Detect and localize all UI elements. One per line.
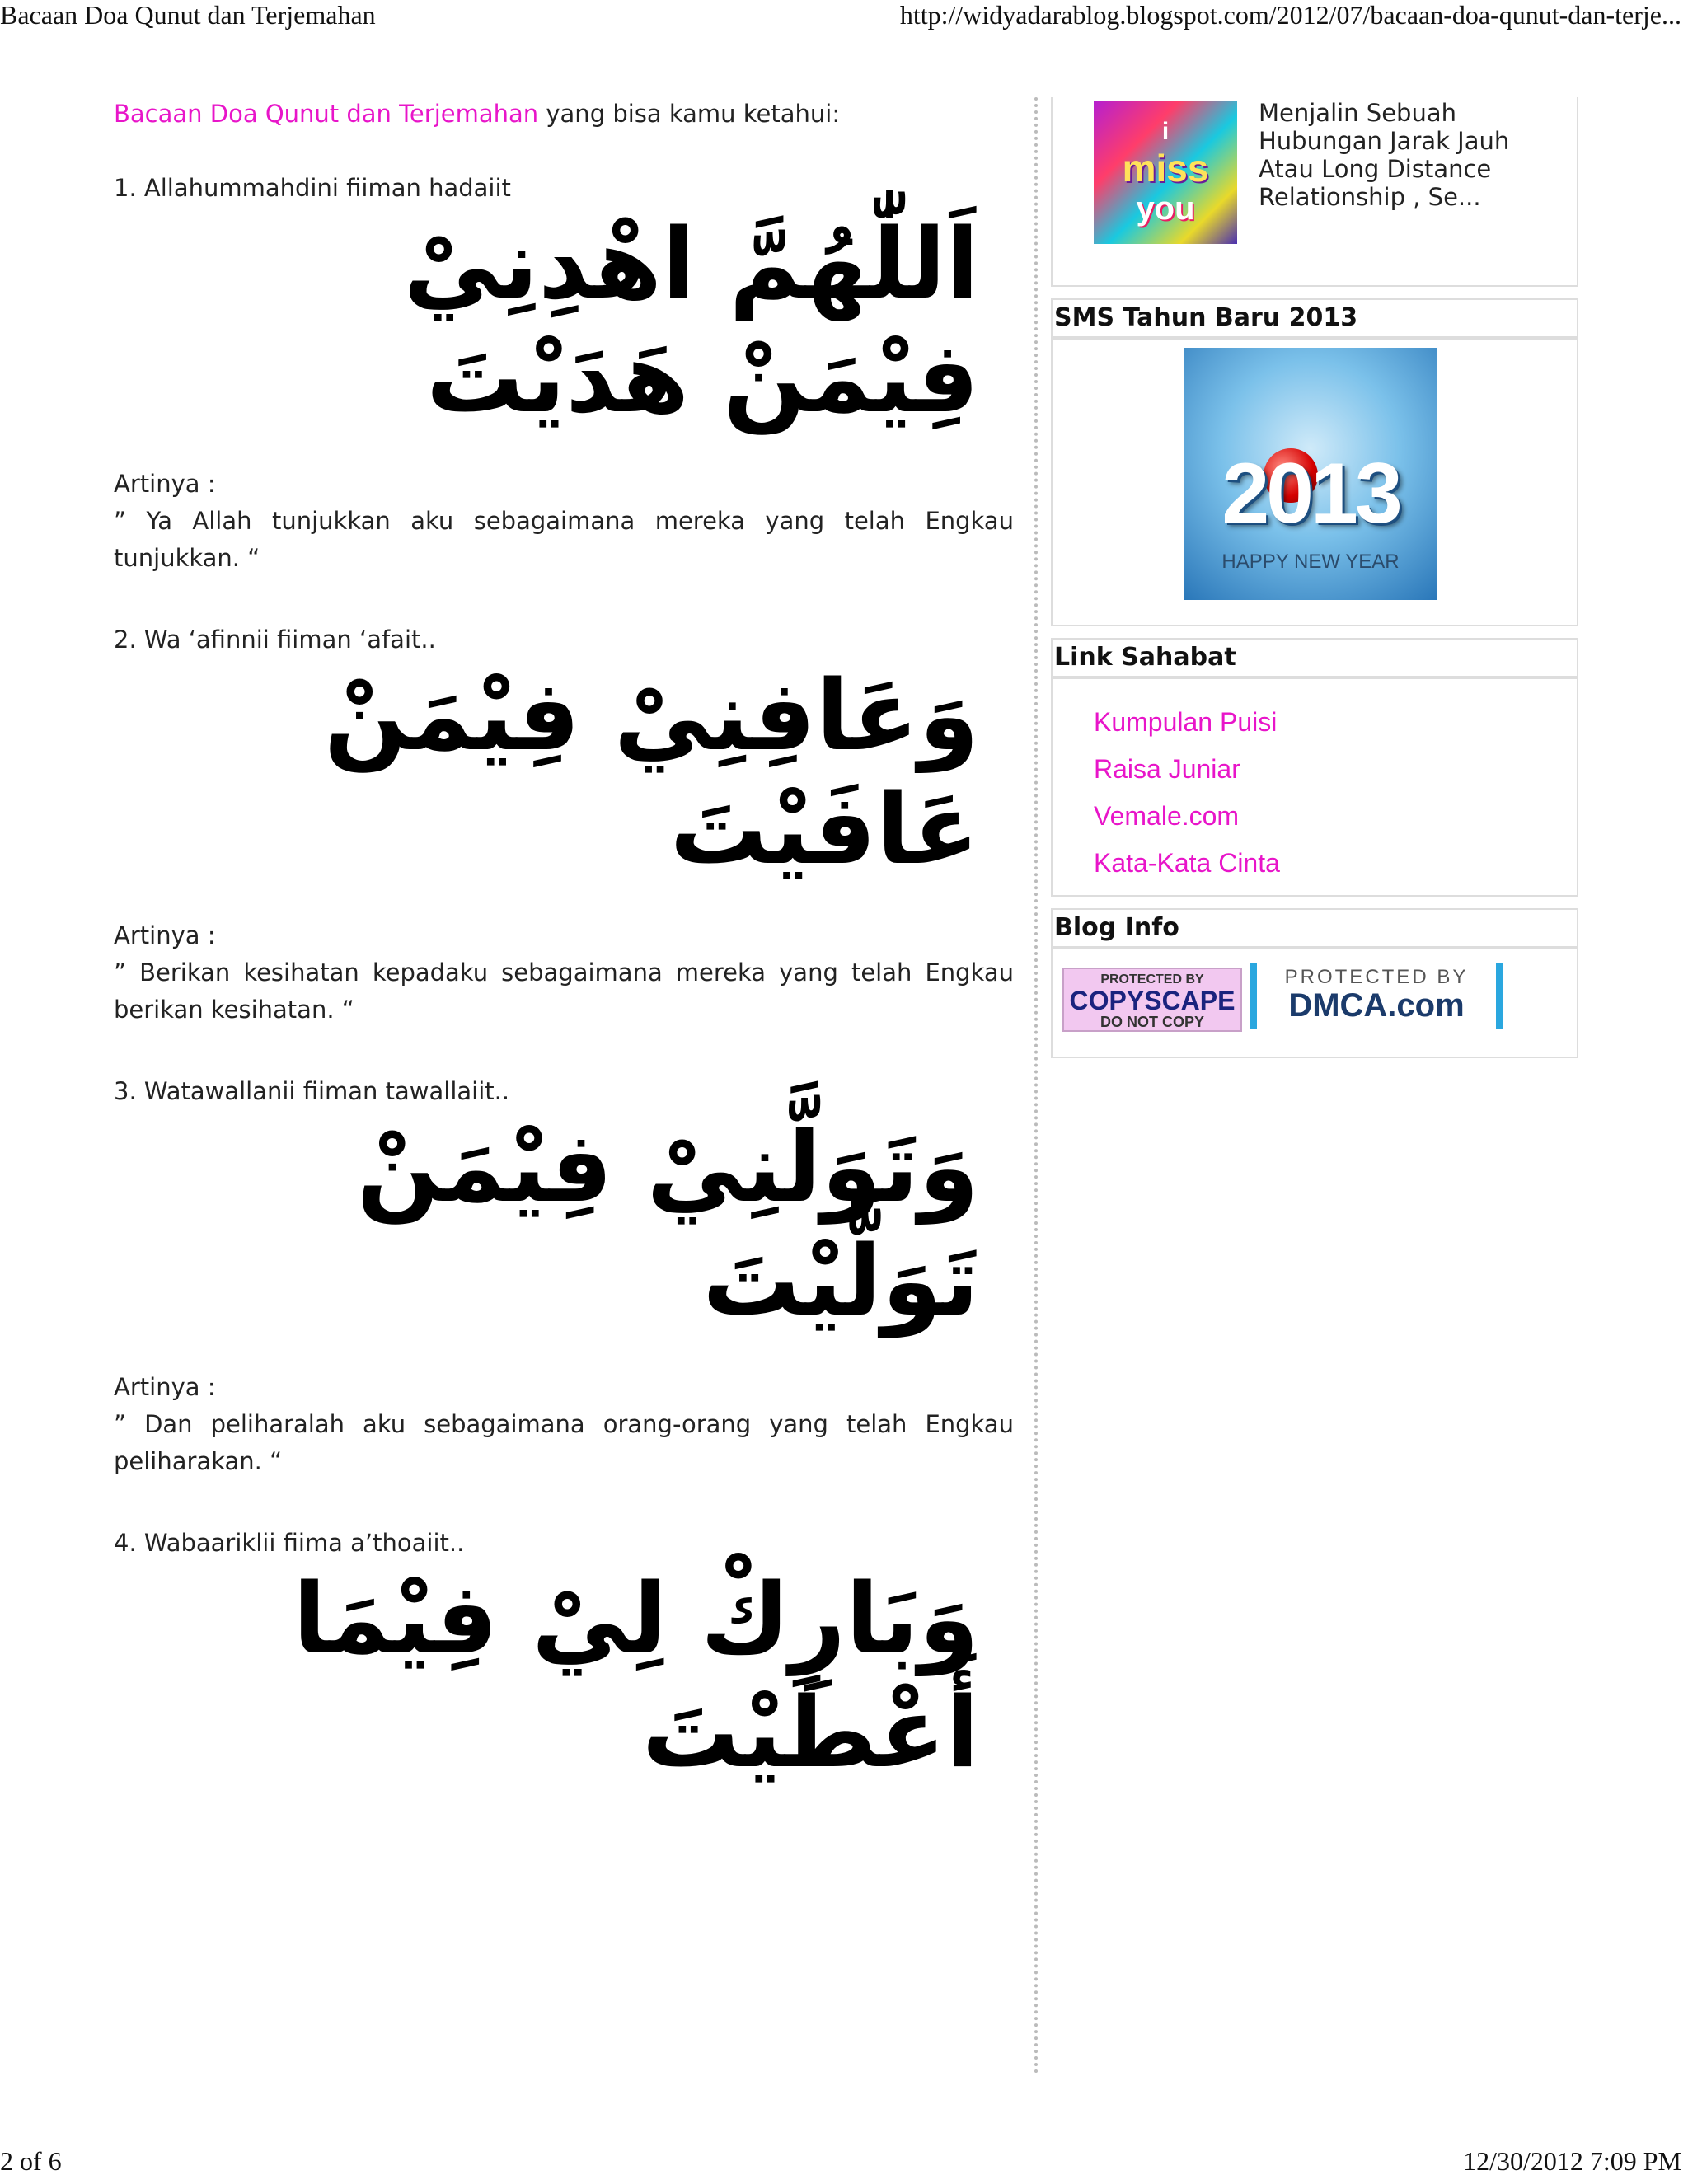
- column-divider: [1034, 97, 1038, 2075]
- new-year-image[interactable]: [1184, 348, 1437, 600]
- doa-meaning-2: ” Berikan kesihatan kepadaku sebagaimana mereka yang telah Engkau berikan kesihatan. “: [114, 958, 1014, 1024]
- print-page-url: http://widyadarablog.blogspot.com/2012/07/bacaan-doa-qunut-dan-terje...: [899, 0, 1681, 30]
- link-kata-kata-cinta[interactable]: Kata-Kata Cinta: [1094, 848, 1280, 878]
- artinya-label-1: Artinya :: [114, 470, 216, 498]
- popular-post-thumbnail[interactable]: [1094, 101, 1237, 244]
- links-widget: [1051, 638, 1578, 897]
- print-page-title: Bacaan Doa Qunut dan Terjemahan: [0, 0, 376, 30]
- dmca-badge-top: PROTECTED BY: [1284, 966, 1469, 988]
- artinya-label-3: Artinya :: [114, 1373, 216, 1401]
- copyscape-badge-brand: COPYSCAPE: [1069, 986, 1236, 1015]
- thumb-text-miss: miss: [1122, 146, 1209, 190]
- thumb-text-i: i: [1161, 117, 1170, 145]
- doa-item-heading-2: 2. Wa ‘afinnii fiiman ‘afait..: [114, 626, 436, 654]
- doa-item-heading-4: 4. Wabaariklii fiima a’thoaiit..: [114, 1529, 465, 1557]
- arabic-image-3: وَتَوَلَّنِيْ فِيْمَنْ تَوَلَّيْتَ: [356, 1110, 979, 1338]
- blog-info-widget: [1051, 908, 1578, 1058]
- doa-meaning-3: ” Dan peliharalah aku sebagaimana orang-orang yang telah Engkau peliharakan. “: [114, 1410, 1014, 1475]
- popular-post-widget: [1051, 97, 1578, 287]
- arabic-image-2: وَعَافِنِيْ فِيْمَنْ عَافَيْتَ: [324, 658, 979, 886]
- copyscape-badge-top: PROTECTED BY: [1100, 972, 1204, 987]
- copyscape-badge-bottom: DO NOT COPY: [1100, 1014, 1204, 1030]
- intro-link[interactable]: Bacaan Doa Qunut dan Terjemahan: [114, 100, 539, 128]
- thumb-text-you: you: [1136, 190, 1195, 227]
- arabic-image-1: اَللّٰهُمَّ اهْدِنِيْ فِيْمَنْ هَدَيْتَ: [403, 207, 979, 434]
- arabic-image-4: وَبَارِكْ لِيْ فِيْمَا أَعْطَيْتَ: [293, 1562, 979, 1789]
- doa-item-heading-1: 1. Allahummahdini fiiman hadaiit: [114, 174, 511, 202]
- new-year-image-caption: HAPPY NEW YEAR: [1221, 551, 1400, 573]
- sidebar: [1051, 97, 1578, 1058]
- print-footer: [0, 2146, 1688, 2179]
- dmca-badge-brand: DMCA.com: [1288, 987, 1465, 1024]
- links-widget-title: Link Sahabat: [1053, 640, 1577, 679]
- sms-widget: [1051, 298, 1578, 626]
- link-vemale[interactable]: Vemale.com: [1094, 801, 1240, 831]
- intro-text: yang bisa kamu ketahui:: [538, 100, 841, 128]
- print-header: [0, 0, 1688, 33]
- copyscape-badge[interactable]: [1062, 968, 1242, 1032]
- article-intro: [114, 97, 1014, 130]
- new-year-image-year: 2013: [1221, 446, 1400, 541]
- doa-item-heading-3: 3. Watawallanii fiiman tawallaiit..: [114, 1077, 510, 1105]
- link-kumpulan-puisi[interactable]: Kumpulan Puisi: [1094, 707, 1278, 737]
- doa-meaning-1: ” Ya Allah tunjukkan aku sebagaimana mereka yang telah Engkau tunjukkan. “: [114, 507, 1014, 572]
- artinya-label-2: Artinya :: [114, 921, 216, 949]
- sms-widget-title: SMS Tahun Baru 2013: [1053, 300, 1577, 340]
- article-content: [114, 97, 1014, 1789]
- print-page-number: 2 of 6: [0, 2146, 62, 2176]
- blog-info-title: Blog Info: [1053, 910, 1577, 949]
- link-raisa-juniar[interactable]: Raisa Juniar: [1094, 754, 1240, 784]
- popular-post-title[interactable]: Menjalin Sebuah Hubungan Jarak Jauh Atau Long Distance Relationship , Se...: [1259, 99, 1510, 211]
- dmca-badge[interactable]: [1250, 963, 1503, 1029]
- print-datetime: 12/30/2012 7:09 PM: [1463, 2146, 1681, 2176]
